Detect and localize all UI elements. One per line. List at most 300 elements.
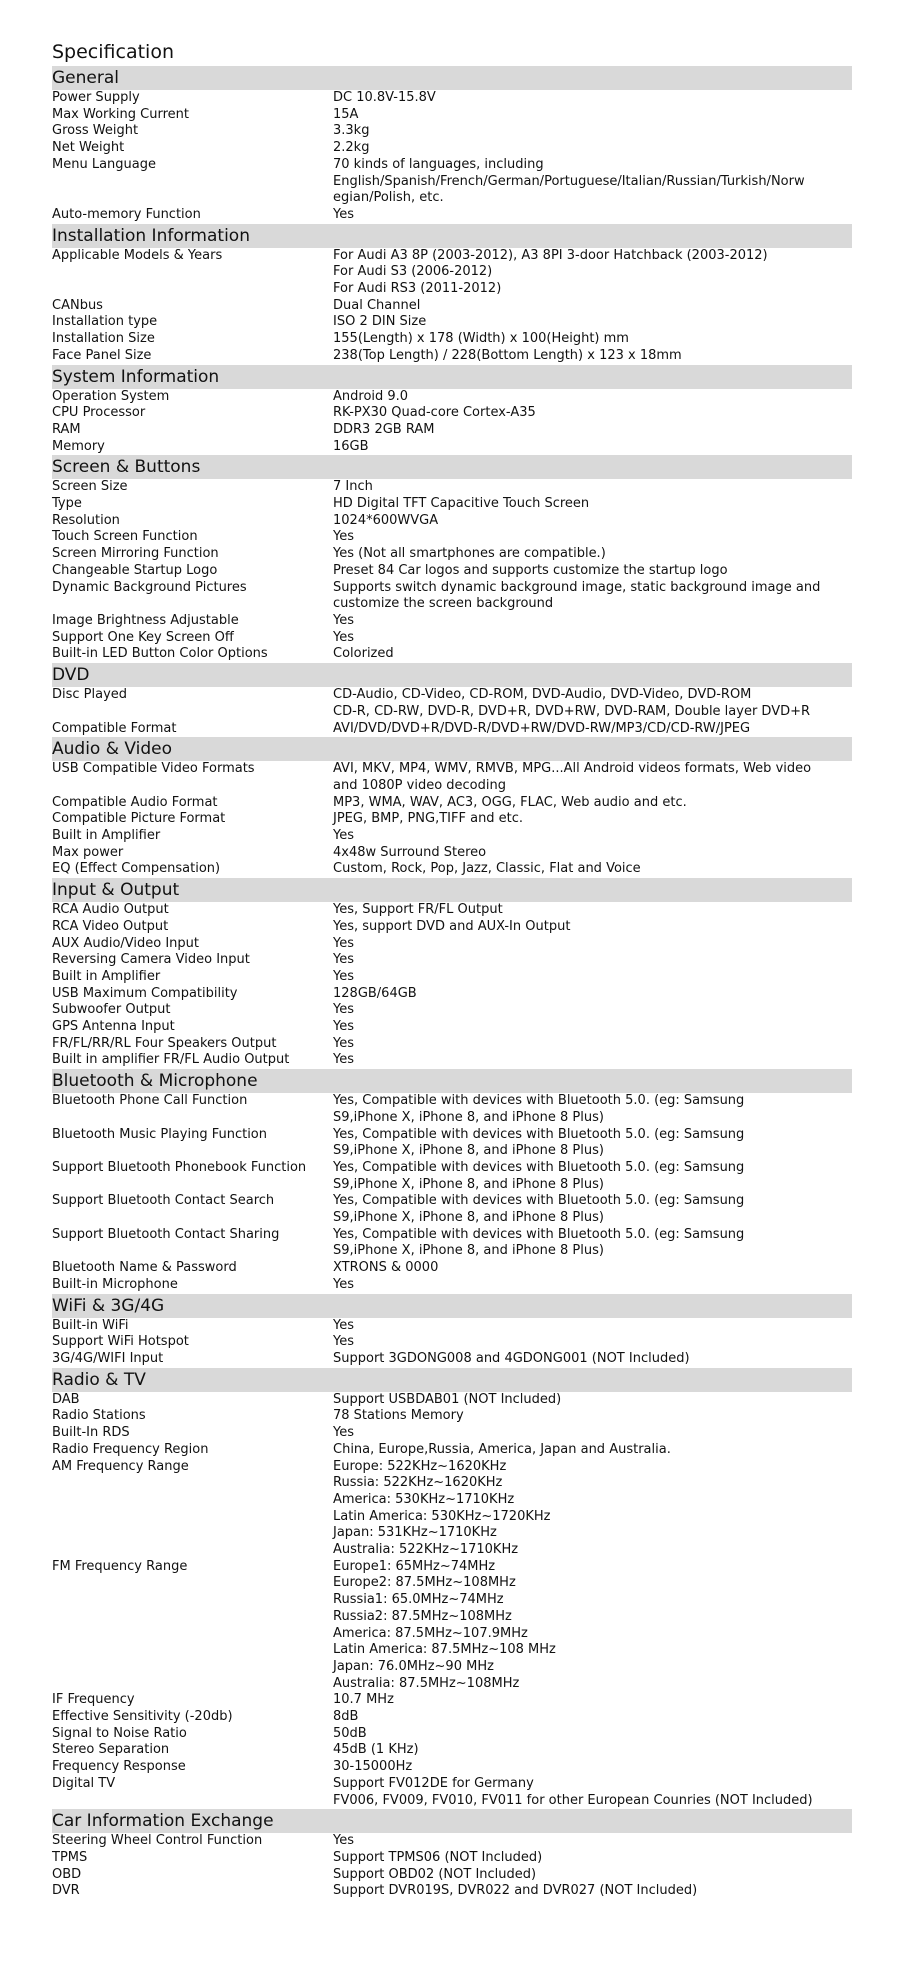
- spec-value-line: 70 kinds of languages, including: [333, 156, 544, 172]
- spec-value: [333, 761, 852, 794]
- spec-value: [333, 1002, 852, 1019]
- spec-value: [333, 1833, 852, 1850]
- spec-row: [52, 157, 852, 207]
- spec-key: Applicable Models & Years: [52, 247, 223, 263]
- spec-key: Effective Sensitivity (-20db): [52, 1709, 233, 1725]
- spec-key: IF Frequency: [52, 1692, 135, 1708]
- spec-value-line: Yes, Support FR/FL Output: [333, 902, 503, 918]
- spec-row: [52, 1776, 852, 1809]
- spec-value-line: 2.2kg: [333, 140, 370, 156]
- spec-value-line: Yes: [333, 629, 354, 645]
- spec-row: [52, 1227, 852, 1260]
- spec-key: USB Maximum Compatibility: [52, 985, 238, 1001]
- spec-section: [52, 455, 852, 663]
- spec-key: Resolution: [52, 512, 120, 528]
- spec-key: RAM: [52, 421, 81, 437]
- spec-section: [52, 878, 852, 1069]
- spec-key: Max power: [52, 844, 124, 860]
- spec-key: Support WiFi Hotspot: [52, 1334, 189, 1350]
- spec-row: [52, 969, 852, 986]
- spec-value-line: Yes, Compatible with devices with Bluetooth 5.0. (eg: Samsung: [333, 1093, 745, 1109]
- spec-value: [333, 1867, 852, 1884]
- spec-value: [333, 828, 852, 845]
- spec-value: [333, 1277, 852, 1294]
- spec-value: [333, 845, 852, 862]
- spec-row: [52, 563, 852, 580]
- spec-value: [333, 1052, 852, 1069]
- spec-row: [52, 828, 852, 845]
- spec-value-line: Yes: [333, 1833, 354, 1849]
- spec-key: Dynamic Background Pictures: [52, 579, 247, 595]
- spec-value-line: Support OBD02 (NOT Included): [333, 1866, 537, 1882]
- spec-value-line: English/Spanish/French/German/Portuguese/Italian/Russian/Turkish/Norw: [333, 173, 805, 189]
- spec-key: Bluetooth Music Playing Function: [52, 1126, 268, 1142]
- spec-value-line: Yes: [333, 206, 354, 222]
- spec-row: [52, 90, 852, 107]
- spec-value-line: Support DVR019S, DVR022 and DVR027 (NOT Included): [333, 1883, 698, 1899]
- spec-value: [333, 861, 852, 878]
- spec-key: Built-In RDS: [52, 1425, 130, 1441]
- spec-value: [333, 687, 852, 720]
- spec-row: [52, 811, 852, 828]
- spec-key: Installation Size: [52, 331, 155, 347]
- spec-value-line: Yes, Compatible with devices with Bluetooth 5.0. (eg: Samsung: [333, 1226, 745, 1242]
- spec-key: TPMS: [52, 1849, 88, 1865]
- spec-row: [52, 496, 852, 513]
- spec-key: Memory: [52, 438, 105, 454]
- spec-value: [333, 580, 852, 613]
- spec-value-line: For Audi A3 8P (2003-2012), A3 8PI 3-door Hatchback (2003-2012): [333, 247, 768, 263]
- spec-value-line: S9,iPhone X, iPhone 8, and iPhone 8 Plus): [333, 1109, 604, 1125]
- spec-key: DAB: [52, 1391, 80, 1407]
- spec-value-line: Yes: [333, 1052, 354, 1068]
- section-heading: Car Information Exchange: [52, 1809, 852, 1833]
- spec-section: [52, 737, 852, 878]
- spec-key: Installation type: [52, 314, 158, 330]
- spec-key: FR/FL/RR/RL Four Speakers Output: [52, 1035, 277, 1051]
- spec-value: [333, 795, 852, 812]
- spec-key: Built-in LED Button Color Options: [52, 646, 268, 662]
- spec-row: [52, 902, 852, 919]
- spec-row: [52, 1425, 852, 1442]
- spec-key: USB Compatible Video Formats: [52, 761, 255, 777]
- spec-key: Touch Screen Function: [52, 529, 198, 545]
- spec-value: [333, 969, 852, 986]
- spec-value-line: Yes: [333, 828, 354, 844]
- spec-value-line: egian/Polish, etc.: [333, 190, 444, 206]
- spec-value-line: Support USBDAB01 (NOT Included): [333, 1391, 562, 1407]
- spec-value: [333, 207, 852, 224]
- spec-row: [52, 348, 852, 365]
- section-heading: DVD: [52, 663, 852, 687]
- spec-row: [52, 1002, 852, 1019]
- spec-value: [333, 936, 852, 953]
- spec-section: [52, 1368, 852, 1810]
- spec-key: Reversing Camera Video Input: [52, 952, 250, 968]
- spec-value-line: 30-15000Hz: [333, 1759, 413, 1775]
- spec-value-line: 7 Inch: [333, 479, 373, 495]
- spec-value-line: S9,iPhone X, iPhone 8, and iPhone 8 Plus): [333, 1210, 604, 1226]
- spec-value-line: Yes: [333, 1317, 354, 1333]
- spec-row: [52, 1392, 852, 1409]
- spec-row: [52, 1052, 852, 1069]
- spec-value-line: Latin America: 87.5MHz~108 MHz: [333, 1642, 556, 1658]
- spec-row: [52, 1850, 852, 1867]
- spec-value: [333, 157, 852, 207]
- spec-row: [52, 919, 852, 936]
- spec-section: [52, 663, 852, 737]
- spec-row: [52, 422, 852, 439]
- spec-value-line: CD-R, CD-RW, DVD-R, DVD+R, DVD+RW, DVD-RAM, Double layer DVD+R: [333, 703, 811, 719]
- spec-value-line: DC 10.8V-15.8V: [333, 90, 436, 105]
- spec-key: GPS Antenna Input: [52, 1019, 175, 1035]
- spec-value: [333, 331, 852, 348]
- spec-row: [52, 1442, 852, 1459]
- spec-key: Radio Frequency Region: [52, 1441, 209, 1457]
- spec-value-line: Europe2: 87.5MHz~108MHz: [333, 1575, 516, 1591]
- spec-value: [333, 546, 852, 563]
- spec-value: [333, 1036, 852, 1053]
- spec-value-line: 155(Length) x 178 (Width) x 100(Height) mm: [333, 331, 629, 347]
- spec-value-line: America: 87.5MHz~107.9MHz: [333, 1625, 528, 1641]
- spec-value: [333, 298, 852, 315]
- spec-key: Bluetooth Phone Call Function: [52, 1093, 248, 1109]
- spec-value-line: S9,iPhone X, iPhone 8, and iPhone 8 Plus): [333, 1176, 604, 1192]
- section-heading: Bluetooth & Microphone: [52, 1069, 852, 1093]
- spec-row: [52, 986, 852, 1003]
- spec-value-line: RK-PX30 Quad-core Cortex-A35: [333, 405, 536, 421]
- spec-value: [333, 613, 852, 630]
- spec-value: [333, 1334, 852, 1351]
- spec-section: [52, 224, 852, 365]
- spec-row: [52, 207, 852, 224]
- spec-key: Disc Played: [52, 687, 128, 703]
- spec-value-line: JPEG, BMP, PNG,TIFF and etc.: [333, 811, 524, 827]
- spec-key: Power Supply: [52, 90, 140, 105]
- spec-value: [333, 140, 852, 157]
- spec-row: [52, 1559, 852, 1693]
- spec-row: [52, 1867, 852, 1884]
- spec-value-line: S9,iPhone X, iPhone 8, and iPhone 8 Plus): [333, 1243, 604, 1259]
- spec-key: Built in Amplifier: [52, 968, 161, 984]
- spec-value-line: S9,iPhone X, iPhone 8, and iPhone 8 Plus): [333, 1143, 604, 1159]
- spec-value-line: XTRONS & 0000: [333, 1260, 439, 1276]
- spec-row: [52, 331, 852, 348]
- spec-row: [52, 107, 852, 124]
- spec-value-line: 45dB (1 KHz): [333, 1742, 419, 1758]
- spec-row: [52, 1742, 852, 1759]
- spec-key: Built in amplifier FR/FL Audio Output: [52, 1052, 290, 1068]
- spec-key: AUX Audio/Video Input: [52, 935, 199, 951]
- spec-value-line: Yes: [333, 1334, 354, 1350]
- spec-value-line: Russia1: 65.0MHz~74MHz: [333, 1592, 504, 1608]
- spec-key: Face Panel Size: [52, 347, 152, 363]
- spec-value: [333, 1160, 852, 1193]
- spec-value: [333, 1260, 852, 1277]
- spec-sections: [52, 66, 852, 1900]
- spec-value: [333, 1692, 852, 1709]
- spec-key: RCA Audio Output: [52, 902, 169, 918]
- spec-value-line: Australia: 87.5MHz~108MHz: [333, 1675, 520, 1691]
- spec-row: [52, 845, 852, 862]
- spec-value-line: Yes: [333, 612, 354, 628]
- spec-key: Signal to Noise Ratio: [52, 1725, 187, 1741]
- spec-row: [52, 546, 852, 563]
- spec-row: [52, 1709, 852, 1726]
- spec-value: [333, 1742, 852, 1759]
- spec-key: Subwoofer Output: [52, 1002, 171, 1018]
- spec-row: [52, 1318, 852, 1335]
- spec-value-line: Japan: 531KHz~1710KHz: [333, 1525, 497, 1541]
- spec-row: [52, 1883, 852, 1900]
- spec-row: [52, 687, 852, 720]
- spec-value: [333, 986, 852, 1003]
- spec-value: [333, 513, 852, 530]
- spec-row: [52, 405, 852, 422]
- spec-key: Support One Key Screen Off: [52, 629, 234, 645]
- spec-value-line: CD-Audio, CD-Video, CD-ROM, DVD-Audio, DVD-Video, DVD-ROM: [333, 687, 752, 703]
- spec-value-line: Colorized: [333, 646, 394, 662]
- spec-value: [333, 439, 852, 456]
- spec-value-line: 10.7 MHz: [333, 1692, 394, 1708]
- spec-value: [333, 1759, 852, 1776]
- spec-value-line: 16GB: [333, 438, 369, 454]
- section-heading: General: [52, 66, 852, 90]
- spec-value: [333, 1459, 852, 1559]
- spec-value-line: Europe: 522KHz~1620KHz: [333, 1458, 507, 1474]
- spec-value: [333, 952, 852, 969]
- spec-row: [52, 1093, 852, 1126]
- spec-row: [52, 479, 852, 496]
- spec-key: Built in Amplifier: [52, 828, 161, 844]
- spec-key: Gross Weight: [52, 123, 139, 139]
- spec-value: [333, 107, 852, 124]
- spec-value-line: 4x48w Surround Stereo: [333, 844, 487, 860]
- spec-key: DVR: [52, 1883, 80, 1899]
- spec-key: Built-in WiFi: [52, 1317, 129, 1333]
- spec-value-line: customize the screen background: [333, 596, 554, 612]
- spec-key: Compatible Format: [52, 720, 177, 736]
- spec-value: [333, 90, 852, 107]
- spec-value: [333, 529, 852, 546]
- spec-row: [52, 1193, 852, 1226]
- spec-key: CANbus: [52, 297, 103, 313]
- spec-value: [333, 1425, 852, 1442]
- spec-value-line: Latin America: 530KHz~1720KHz: [333, 1508, 551, 1524]
- spec-row: [52, 646, 852, 663]
- spec-value-line: FV006, FV009, FV010, FV011 for other European Counries (NOT Included): [333, 1792, 813, 1808]
- spec-value-line: Yes: [333, 968, 354, 984]
- spec-row: [52, 861, 852, 878]
- spec-value: [333, 919, 852, 936]
- spec-key: Menu Language: [52, 156, 156, 172]
- spec-value-line: 15A: [333, 106, 359, 122]
- spec-value-line: 78 Stations Memory: [333, 1408, 464, 1424]
- spec-value: [333, 1726, 852, 1743]
- spec-value: [333, 405, 852, 422]
- spec-row: [52, 936, 852, 953]
- spec-value-line: 3.3kg: [333, 123, 370, 139]
- spec-row: [52, 140, 852, 157]
- spec-value-line: ISO 2 DIN Size: [333, 314, 427, 330]
- spec-value: [333, 1883, 852, 1900]
- spec-key: 3G/4G/WIFI Input: [52, 1351, 164, 1366]
- spec-value-line: Russia: 522KHz~1620KHz: [333, 1475, 503, 1491]
- spec-value-line: Supports switch dynamic background image, static background image and: [333, 579, 821, 595]
- section-heading: Radio & TV: [52, 1368, 852, 1392]
- spec-key: Operation System: [52, 388, 170, 404]
- spec-row: [52, 1127, 852, 1160]
- spec-value: [333, 1776, 852, 1809]
- spec-key: Bluetooth Name & Password: [52, 1260, 237, 1276]
- spec-key: Support Bluetooth Contact Sharing: [52, 1226, 280, 1242]
- spec-value: [333, 1127, 852, 1160]
- spec-value-line: Dual Channel: [333, 297, 421, 313]
- spec-key: Auto-memory Function: [52, 206, 201, 222]
- spec-value-line: AVI, MKV, MP4, WMV, RMVB, MPG...All Android videos formats, Web video: [333, 761, 812, 777]
- spec-row: [52, 1459, 852, 1559]
- spec-key: Radio Stations: [52, 1408, 146, 1424]
- spec-row: [52, 1351, 852, 1368]
- spec-key: Net Weight: [52, 140, 125, 156]
- spec-key: RCA Video Output: [52, 918, 169, 934]
- spec-value-line: Support TPMS06 (NOT Included): [333, 1849, 543, 1865]
- spec-key: Compatible Picture Format: [52, 811, 226, 827]
- spec-key: FM Frequency Range: [52, 1558, 188, 1574]
- spec-value: [333, 902, 852, 919]
- spec-row: [52, 1726, 852, 1743]
- spec-value-line: 238(Top Length) / 228(Bottom Length) x 123 x 18mm: [333, 347, 682, 363]
- specification-sheet: [52, 38, 852, 1900]
- spec-key: Screen Size: [52, 479, 128, 495]
- spec-value-line: Yes: [333, 1425, 354, 1441]
- spec-key: EQ (Effect Compensation): [52, 861, 221, 877]
- section-heading: System Information: [52, 365, 852, 389]
- spec-key: Support Bluetooth Phonebook Function: [52, 1159, 307, 1175]
- spec-key: Frequency Response: [52, 1759, 186, 1775]
- spec-row: [52, 1692, 852, 1709]
- spec-value-line: 128GB/64GB: [333, 985, 417, 1001]
- spec-value-line: Support 3GDONG008 and 4GDONG001 (NOT Included): [333, 1351, 690, 1366]
- spec-row: [52, 630, 852, 647]
- spec-value: [333, 1193, 852, 1226]
- spec-row: [52, 529, 852, 546]
- spec-section: [52, 1809, 852, 1900]
- spec-value-line: Russia2: 87.5MHz~108MHz: [333, 1608, 512, 1624]
- spec-key: Steering Wheel Control Function: [52, 1833, 263, 1849]
- spec-value: [333, 389, 852, 406]
- spec-key: Changeable Startup Logo: [52, 562, 218, 578]
- spec-value: [333, 1442, 852, 1459]
- spec-row: [52, 580, 852, 613]
- spec-value-line: America: 530KHz~1710KHz: [333, 1491, 515, 1507]
- spec-value-line: Android 9.0: [333, 388, 409, 404]
- spec-value: [333, 479, 852, 496]
- spec-row: [52, 513, 852, 530]
- section-heading: Installation Information: [52, 224, 852, 248]
- spec-value: [333, 1709, 852, 1726]
- spec-value-line: Europe1: 65MHz~74MHz: [333, 1558, 496, 1574]
- spec-section: [52, 365, 852, 456]
- spec-key: CPU Processor: [52, 405, 146, 421]
- spec-value: [333, 1093, 852, 1126]
- spec-row: [52, 314, 852, 331]
- spec-value-line: Custom, Rock, Pop, Jazz, Classic, Flat and Voice: [333, 861, 641, 877]
- section-heading: Screen & Buttons: [52, 455, 852, 479]
- spec-row: [52, 1036, 852, 1053]
- spec-value-line: Yes, Compatible with devices with Bluetooth 5.0. (eg: Samsung: [333, 1159, 745, 1175]
- spec-value: [333, 1850, 852, 1867]
- spec-value: [333, 123, 852, 140]
- spec-value-line: 50dB: [333, 1725, 367, 1741]
- spec-value: [333, 1351, 852, 1368]
- spec-row: [52, 1277, 852, 1294]
- spec-key: Stereo Separation: [52, 1742, 170, 1758]
- section-heading: WiFi & 3G/4G: [52, 1294, 852, 1318]
- spec-value-line: Japan: 76.0MHz~90 MHz: [333, 1658, 494, 1674]
- spec-value: [333, 496, 852, 513]
- spec-row: [52, 1759, 852, 1776]
- spec-section: [52, 66, 852, 224]
- spec-value: [333, 563, 852, 580]
- spec-row: [52, 248, 852, 298]
- spec-value-line: China, Europe,Russia, America, Japan and Australia.: [333, 1441, 671, 1457]
- spec-row: [52, 389, 852, 406]
- spec-row: [52, 952, 852, 969]
- spec-value: [333, 422, 852, 439]
- spec-value-line: MP3, WMA, WAV, AC3, OGG, FLAC, Web audio and etc.: [333, 794, 687, 810]
- spec-value-line: Yes: [333, 1019, 354, 1035]
- spec-value-line: AVI/DVD/DVD+R/DVD-R/DVD+RW/DVD-RW/MP3/CD/CD-RW/JPEG: [333, 720, 751, 736]
- spec-row: [52, 795, 852, 812]
- spec-row: [52, 1408, 852, 1425]
- spec-value-line: Preset 84 Car logos and supports customize the startup logo: [333, 562, 728, 578]
- spec-value-line: Yes: [333, 529, 354, 545]
- spec-section: [52, 1069, 852, 1293]
- spec-value: [333, 348, 852, 365]
- spec-value-line: Yes: [333, 952, 354, 968]
- spec-value-line: Yes, Compatible with devices with Bluetooth 5.0. (eg: Samsung: [333, 1193, 745, 1209]
- spec-row: [52, 721, 852, 738]
- spec-key: OBD: [52, 1866, 82, 1882]
- spec-key: Compatible Audio Format: [52, 794, 218, 810]
- spec-value-line: and 1080P video decoding: [333, 777, 506, 793]
- spec-value-line: Yes, Compatible with devices with Bluetooth 5.0. (eg: Samsung: [333, 1126, 745, 1142]
- spec-value-line: DDR3 2GB RAM: [333, 421, 435, 437]
- spec-value: [333, 1227, 852, 1260]
- spec-value: [333, 1318, 852, 1335]
- spec-value: [333, 1559, 852, 1693]
- spec-value-line: Support FV012DE for Germany: [333, 1775, 534, 1791]
- spec-value-line: Australia: 522KHz~1710KHz: [333, 1542, 519, 1558]
- spec-value: [333, 811, 852, 828]
- spec-value-line: Yes: [333, 1276, 354, 1292]
- spec-key: Screen Mirroring Function: [52, 546, 219, 562]
- spec-row: [52, 1260, 852, 1277]
- spec-row: [52, 439, 852, 456]
- spec-value-line: Yes: [333, 935, 354, 951]
- spec-value: [333, 1392, 852, 1409]
- spec-row: [52, 613, 852, 630]
- spec-row: [52, 1334, 852, 1351]
- spec-row: [52, 1833, 852, 1850]
- spec-key: Support Bluetooth Contact Search: [52, 1193, 275, 1209]
- spec-value-line: Yes, support DVD and AUX-In Output: [333, 918, 571, 934]
- spec-value: [333, 1019, 852, 1036]
- spec-key: AM Frequency Range: [52, 1458, 189, 1474]
- spec-value: [333, 646, 852, 663]
- spec-value-line: Yes: [333, 1035, 354, 1051]
